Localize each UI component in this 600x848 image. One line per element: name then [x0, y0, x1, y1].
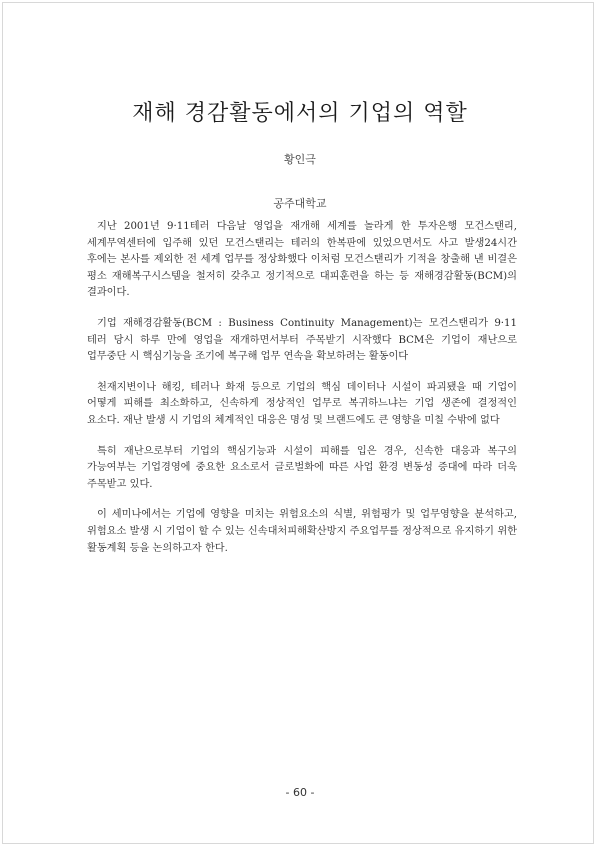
paragraph-2: 기업 재해경감활동(BCM : Business Continuity Management)는 모건스탠리가 9·11 테러 당시 하루 만에 영업을 재개하면서부터 주목받기 시작했다 BCM은 기업이 재난으로 업무중단 시 핵심기능을 조기에 복구해 업무 연속을 확보하려는 활동이다 — [87, 317, 517, 363]
paragraph-5: 이 세미나에서는 기업에 영향을 미치는 위험요소의 식별, 위험평가 및 업무영향을 분석하고, 위험요소 발생 시 기업이 할 수 있는 신속대처피해확산방지 주요업무를 정상적으로 유지하기 위한 활동계획 등을 논의하고자 한다. — [87, 509, 517, 554]
author-affiliation: 공주대학교 — [273, 197, 327, 210]
paragraph-3: 천재지변이나 해킹, 테러나 화재 등으로 기업의 핵심 데이터나 시설이 파괴됐을 때 기업이 어떻게 피해를 최소화하고, 신속하게 정상적인 업무로 복귀하느냐는 기업 생존에 결정적인 요소다. 재난 발생 시 기업의 체계적인 대응은 명성 및 브랜드에도 큰 영향을 미칠 수밖에 없다 — [87, 381, 517, 426]
paragraph-4: 특히 재난으로부터 기업의 핵심기능과 시설이 피해를 입은 경우, 신속한 대응과 복구의 가능여부는 기업경영에 중요한 요소로서 글로벌화에 따른 사업 환경 변동성 증대에 따라 더욱 주목받고 있다. — [87, 445, 517, 490]
author-name: 황인극 — [284, 153, 316, 166]
paragraph-1: 지난 2001년 9·11테러 다음날 영업을 재개해 세계를 놀라게 한 투자은행 모건스탠리, 세계무역센터에 입주해 있던 모건스탠리는 테러의 한복판에 있었으면서도 사고 발생24시간 후에는 본사를 제외한 전 세계 업무를 정상화했다 이처럼 모건스탠리가 기적을 창출해 낸 비결은 평소 재해복구시스템을 철저히 갖추고 정기적으로 대피훈련을 하는 등 재해경감활동(BCM)의 결과이다. — [87, 221, 517, 299]
page-number: - 60 - — [285, 786, 315, 799]
document-title: 재해 경감활동에서의 기업의 역할 — [132, 101, 468, 126]
abstract-body — [87, 219, 517, 571]
